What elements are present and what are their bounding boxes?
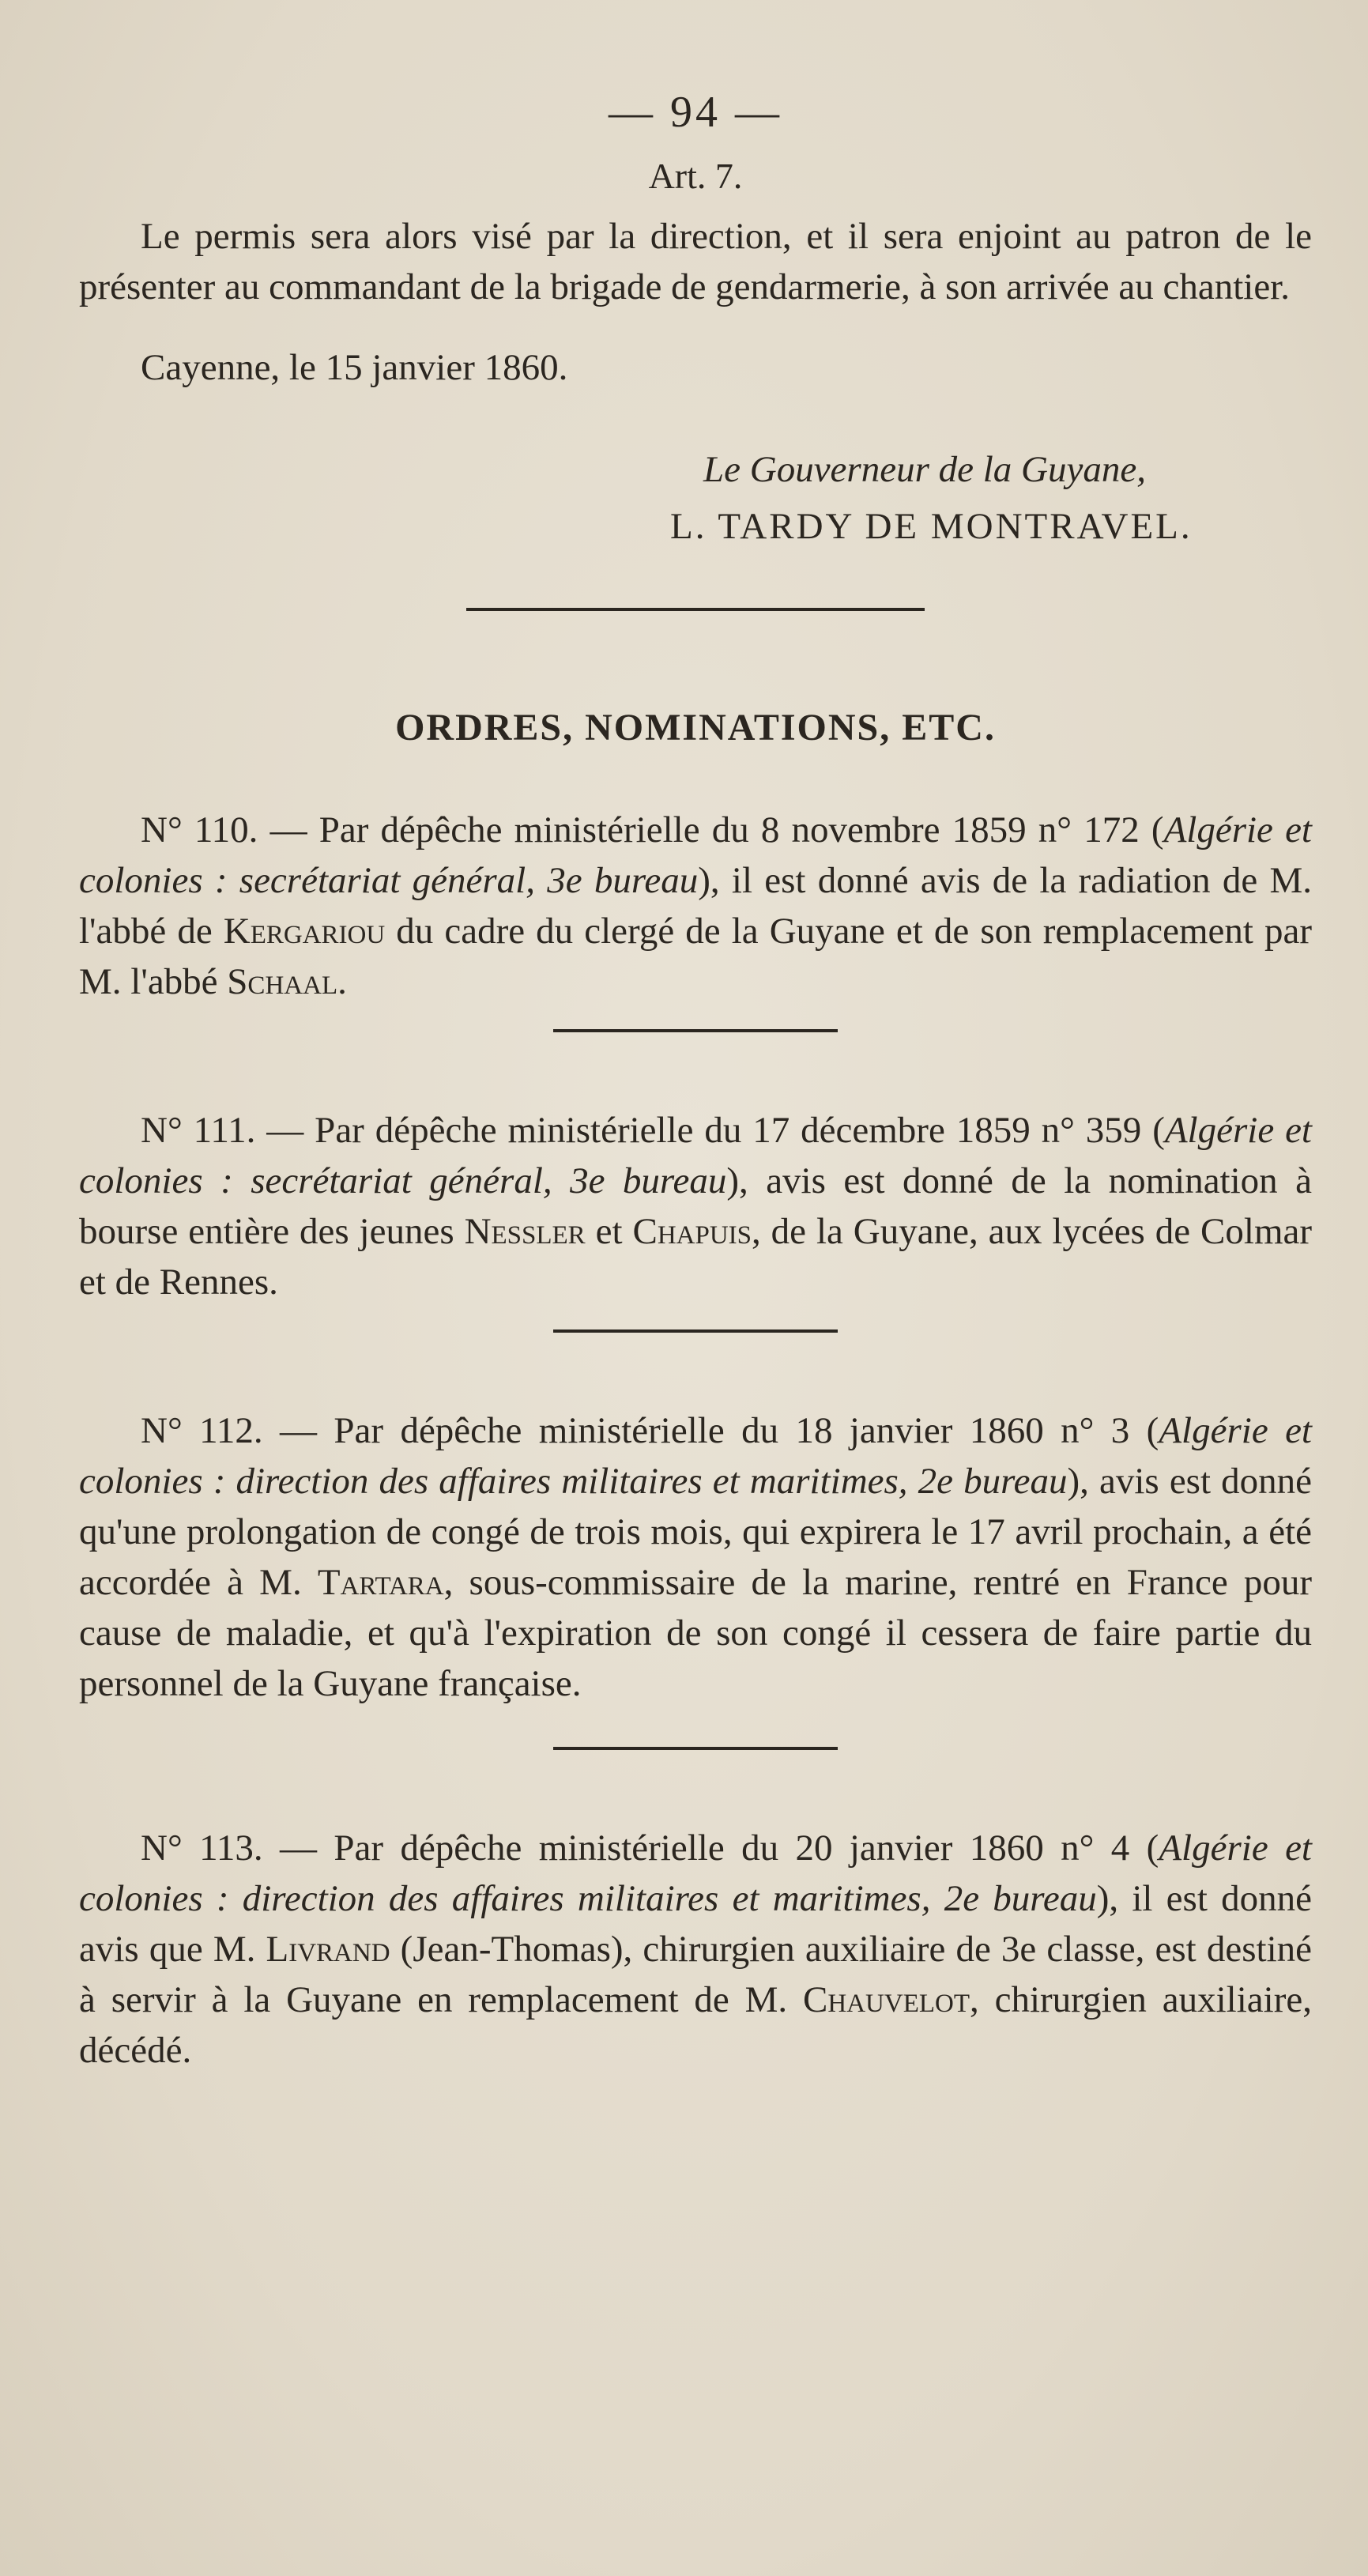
page-number: — 94 —	[609, 88, 782, 137]
person-name: Schaal	[227, 961, 338, 1002]
notice-department: Algérie et colonies : secrétariat général, 3e bureau	[79, 809, 1312, 901]
spacer	[79, 1333, 1312, 1405]
notice-department: Algérie et colonies : direction des affaires militaires et maritimes, 2e bureau	[79, 1827, 1312, 1919]
person-name: Chauvelot	[803, 1979, 970, 2020]
notice-text: ), avis est donné de la nomination à bourse entière des jeunes	[79, 1160, 1312, 1252]
notice-text: .	[337, 961, 347, 1002]
dateline: Cayenne, le 15 janvier 1860.	[141, 347, 568, 388]
notice-lead: N° 111. — Par dépêche ministérielle du 17 décembre 1859 n° 359 (	[141, 1110, 1165, 1151]
notice-item	[79, 1405, 1312, 1709]
spacer	[79, 1032, 1312, 1105]
notice-item	[79, 805, 1312, 1007]
spacer	[79, 1750, 1312, 1823]
notice-text: ), il est donné avis que M.	[79, 1878, 1312, 1970]
page-content	[79, 87, 1312, 2076]
person-name: Chapuis	[632, 1211, 752, 1252]
notice-item	[79, 1105, 1312, 1307]
signature-title: Le Gouverneur de la Guyane,	[703, 449, 1146, 490]
notice-text: et	[585, 1211, 633, 1252]
notice-text: ), il est donné avis de la radiation de M. l'abbé de	[79, 860, 1313, 952]
notice-text: (Jean-Thomas), chirurgien auxiliaire de 3e classe, est destiné à servir à la Guyane en remplacement de M.	[79, 1929, 1312, 2020]
person-name: Livrand	[266, 1929, 390, 1970]
article-paragraph: Le permis sera alors visé par la direction, et il sera enjoint au patron de le présenter au commandant de la brigade de gendarmerie, à son arrivée au chantier.	[79, 216, 1312, 307]
notice-lead: N° 113. — Par dépêche ministérielle du 20 janvier 1860 n° 4 (	[141, 1827, 1159, 1869]
person-name: Kergariou	[223, 911, 386, 952]
person-name: Nessler	[464, 1211, 586, 1252]
notice-department: Algérie et colonies : secrétariat général, 3e bureau	[79, 1110, 1312, 1201]
article-heading: Art. 7.	[648, 156, 743, 196]
notice-text: du cadre du clergé de la Guyane et de son remplacement par M. l'abbé	[79, 911, 1313, 1002]
notice-text: , chirurgien auxiliaire, décédé.	[79, 1979, 1312, 2071]
notice-text: , de la Guyane, aux lycées de Colmar et de Rennes.	[79, 1211, 1313, 1303]
section-title: ORDRES, NOMINATIONS, ETC.	[395, 707, 996, 749]
notice-lead: N° 112. — Par dépêche ministérielle du 18 janvier 1860 n° 3 (	[141, 1410, 1159, 1451]
notice-text: , sous-commissaire de la marine, rentré en France pour cause de maladie, et qu'à l'expiration de son congé il cessera de faire partie du personnel de la Guyane française.	[79, 1562, 1312, 1704]
person-name: Tartara	[317, 1562, 444, 1603]
signature-name: L. TARDY DE MONTRAVEL.	[670, 506, 1193, 547]
notice-department: Algérie et colonies : direction des affaires militaires et maritimes, 2e bureau	[79, 1410, 1312, 1502]
section-divider	[466, 608, 925, 611]
notice-text: ), avis est donné qu'une prolongation de congé de trois mois, qui expirera le 17 avril prochain, a été accordée à M.	[79, 1461, 1312, 1603]
notice-item	[79, 1823, 1312, 2076]
notice-lead: N° 110. — Par dépêche ministérielle du 8 novembre 1859 n° 172 (	[141, 809, 1164, 850]
